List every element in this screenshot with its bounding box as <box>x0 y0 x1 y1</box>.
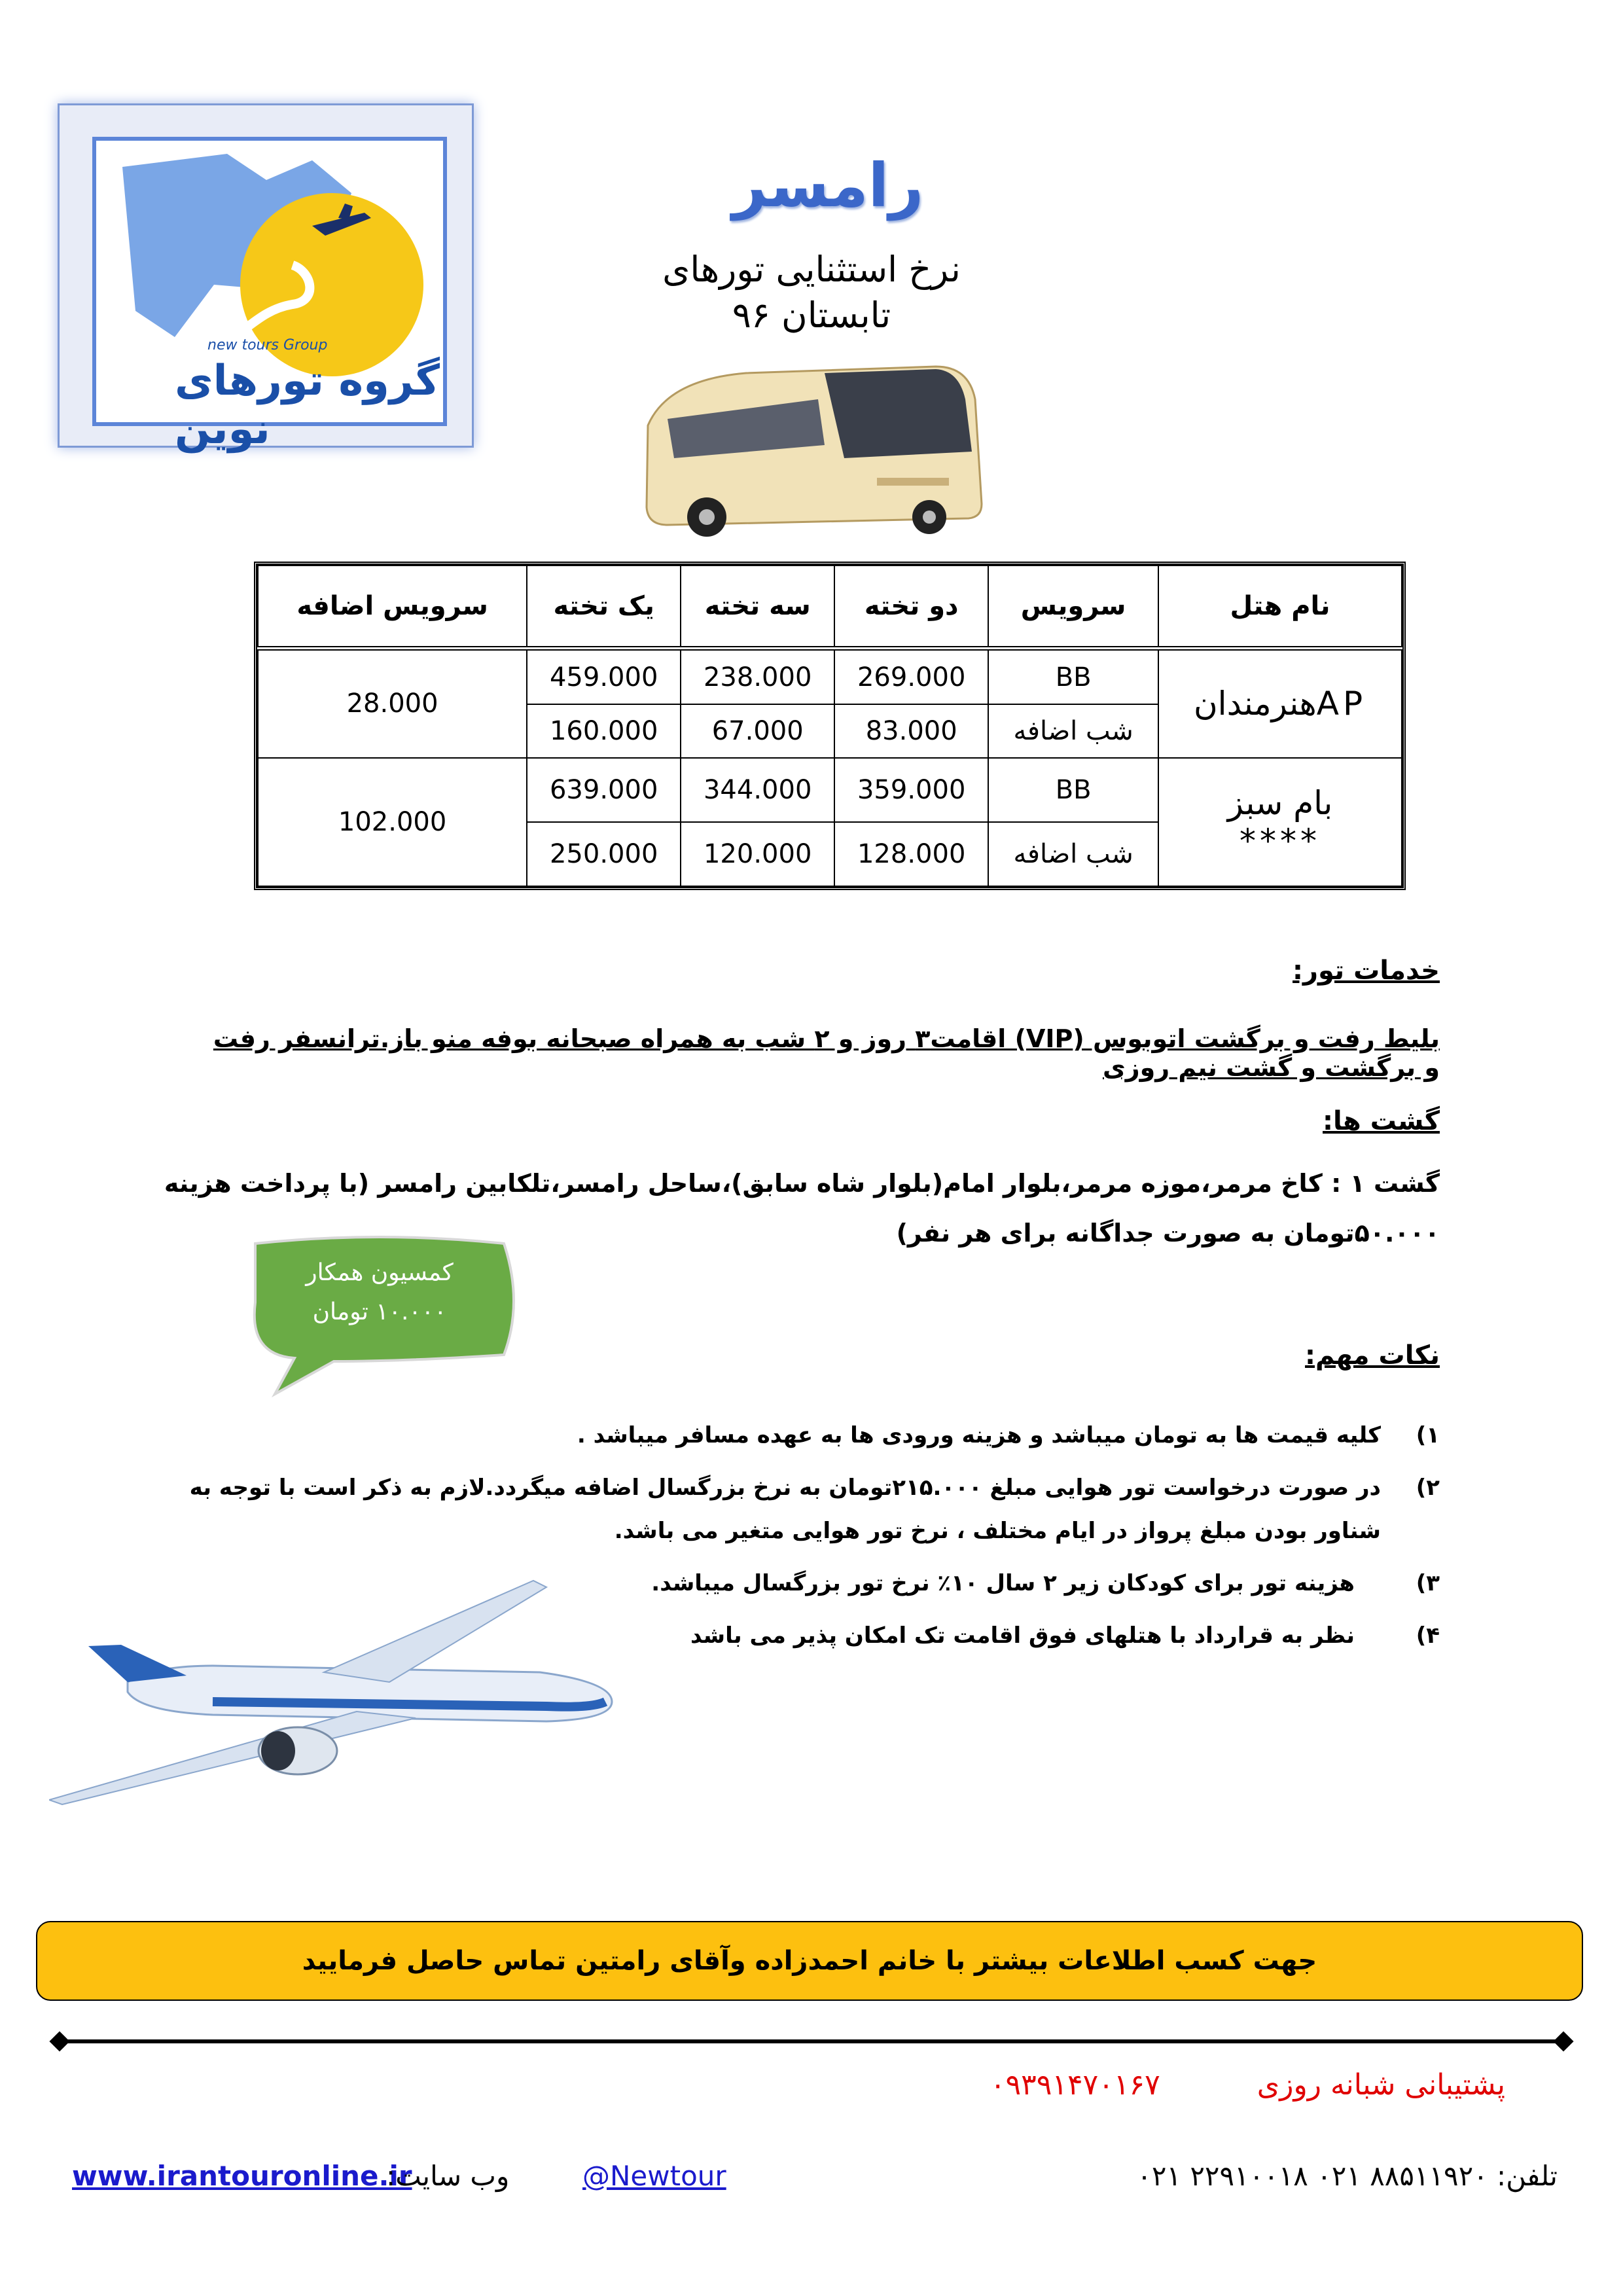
subtitle-line-1: نرخ استثنایی تورهای <box>662 249 961 290</box>
double-price-cell: 359.000 <box>834 758 988 822</box>
double-price-cell: 83.000 <box>834 704 988 758</box>
single-price-cell: 160.000 <box>527 704 681 758</box>
website-link[interactable]: www.irantouronline.ir <box>72 2160 412 2192</box>
hotel-name-cell <box>1158 758 1402 886</box>
tours-heading: گشت ها: <box>1323 1106 1440 1136</box>
note-text: نظر به قرارداد با هتلهای فوق اقامت تک امکان پذیر می باشد <box>690 1623 1355 1649</box>
logo-frame <box>92 137 447 454</box>
hotel-stars: **** <box>1240 821 1321 860</box>
table-row <box>258 758 1402 822</box>
divider-right-diamond <box>1553 2031 1573 2051</box>
service-cell: BB <box>988 649 1158 705</box>
note-text: هزینه تور برای کودکان زیر ۲ سال ۱۰٪ نرخ تور بزرگسال میباشد. <box>651 1570 1355 1596</box>
page-title: رامسر <box>732 151 924 221</box>
double-price-cell: 269.000 <box>834 649 988 705</box>
divider-left-diamond <box>49 2031 69 2051</box>
logo-brand-text: گروه تورهای نوین <box>175 357 440 454</box>
double-price-cell: 128.000 <box>834 822 988 886</box>
single-price-cell: 459.000 <box>527 649 681 705</box>
triple-price-cell: 67.000 <box>681 704 834 758</box>
header-triple: سه تخته <box>681 565 834 649</box>
list-item <box>157 1466 1440 1552</box>
services-text: بلیط رفت و برگشت اتوبوس (VIP) اقامت۳ روز و ۲ شب به همراه صبحانه بوفه منو باز.ترانسفر رفت و برگشت و گشت نیم روزی <box>213 1024 1440 1082</box>
footer-contact-line <box>72 2160 1558 2206</box>
bus-image <box>628 353 995 550</box>
tours-text: گشت ۱ : کاخ مرمر،موزه مرمر،بلوار امام(بلوار شاه سابق)،ساحل رامسر،تلکابین رامسر (با پرداخت هزینه ۵۰.۰۰۰تومان به صورت جداگانه برای هر نفر) <box>164 1169 1440 1247</box>
website-label: وب سایت: <box>386 2160 510 2192</box>
triple-price-cell: 120.000 <box>681 822 834 886</box>
single-price-cell: 250.000 <box>527 822 681 886</box>
hotel-name-cell: APهنرمندان <box>1158 649 1402 758</box>
footer-divider <box>59 2039 1564 2043</box>
note-number: ۳) <box>1416 1570 1440 1596</box>
subtitle-line-2: تابستان ۹۶ <box>732 295 891 336</box>
header-service: سرویس <box>988 565 1158 649</box>
service-cell: BB <box>988 758 1158 822</box>
note-number: ۱) <box>1416 1422 1440 1448</box>
commission-amount: ۱۰.۰۰۰ تومان <box>312 1299 447 1325</box>
note-number: ۲) <box>1416 1475 1440 1501</box>
support-label: پشتیبانی شبانه روزی <box>1257 2068 1505 2102</box>
commission-text <box>262 1253 497 1332</box>
contact-banner: جهت کسب اطلاعات بیشتر با خانم احمدزاده وآقای رامتین تماس حاصل فرمایید <box>36 1921 1583 2001</box>
note-text: در صورت درخواست تور هوایی مبلغ ۲۱۵.۰۰۰تومان به نرخ بزرگسال اضافه میگردد.لازم به ذکر است با توجه به شناور بودن مبلغ پرواز در ایام مختلف ، نرخ تور هوایی متغیر می باشد. <box>189 1475 1381 1544</box>
header-extra-service: سرویس اضافه <box>258 565 527 649</box>
logo-english-text: new tours Group <box>207 337 328 353</box>
triple-price-cell: 238.000 <box>681 649 834 705</box>
triple-price-cell: 344.000 <box>681 758 834 822</box>
service-cell: شب اضافه <box>988 822 1158 886</box>
header-double: دو تخته <box>834 565 988 649</box>
services-heading: خدمات تور: <box>1293 956 1440 986</box>
commission-label: کمسیون همکار <box>306 1259 454 1286</box>
airplane-image <box>49 1568 625 1810</box>
hotel-name: بام سبز <box>1227 783 1333 822</box>
table-header-row <box>258 565 1402 649</box>
notes-heading: نکات مهم: <box>1305 1340 1440 1371</box>
extra-service-cell: 102.000 <box>258 758 527 886</box>
header-single: یک تخته <box>527 565 681 649</box>
phone-numbers: تلفن: ۸۸۵۱۱۹۲۰ ۰۲۱ ۲۲۹۱۰۰۱۸ ۰۲۱ <box>1137 2160 1558 2192</box>
extra-service-cell: 28.000 <box>258 649 527 758</box>
single-price-cell: 639.000 <box>527 758 681 822</box>
note-text: کلیه قیمت ها به تومان میباشد و هزینه ورودی ها به عهده مسافر میباشد . <box>577 1422 1381 1448</box>
service-cell: شب اضافه <box>988 704 1158 758</box>
support-phone: ۰۹۳۹۱۴۷۰۱۶۷ <box>990 2068 1160 2102</box>
list-item <box>157 1414 1440 1457</box>
company-logo <box>58 103 474 454</box>
support-line <box>209 2068 1505 2102</box>
table-row <box>258 649 1402 705</box>
price-table <box>254 562 1406 890</box>
header-hotel-name: نام هتل <box>1158 565 1402 649</box>
telegram-link[interactable]: @Newtour <box>582 2160 726 2192</box>
note-number: ۴) <box>1416 1623 1440 1649</box>
